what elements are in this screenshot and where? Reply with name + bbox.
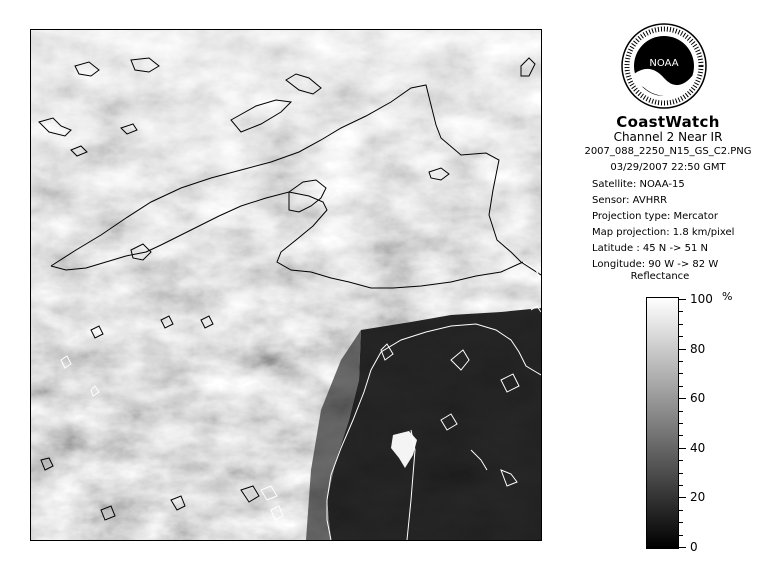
colorbar-minor-tick [679,435,683,436]
colorbar-tick [679,547,686,548]
colorbar-minor-tick [679,473,683,474]
colorbar-tick-label: 0 [690,540,698,554]
scale-unit: % [722,290,733,303]
satellite-image [30,29,542,541]
sensor-label: Sensor: AVHRR [592,195,668,206]
colorbar-tick-label: 80 [690,342,706,356]
colorbar-minor-tick [679,324,683,325]
colorbar-minor-tick [679,460,683,461]
datetime: 03/29/2007 22:50 GMT [610,162,726,173]
channel-label: Channel 2 Near IR [613,130,723,144]
projection-type-label: Projection type: Mercator [592,211,718,222]
colorbar-minor-tick [679,336,683,337]
satellite-label: Satellite: NOAA-15 [592,179,685,190]
colorbar-tick-label: 60 [690,391,706,405]
colorbar-tick [679,448,686,449]
colorbar-minor-tick [679,311,683,312]
colorbar-tick [679,299,686,300]
reflectance-colorbar [646,297,679,549]
longitude-label: Longitude: 90 W -> 82 W [592,259,719,270]
title: CoastWatch [616,113,720,131]
colorbar-minor-tick [679,510,683,511]
filename: 2007_088_2250_N15_GS_C2.PNG [584,146,752,157]
colorbar-minor-tick [679,535,683,536]
colorbar-tick-label: 20 [690,490,706,504]
colorbar-tick-label: 100 [690,292,713,306]
noaa-logo [620,22,708,110]
colorbar-minor-tick [679,423,683,424]
latitude-label: Latitude : 45 N -> 51 N [592,243,708,254]
colorbar-minor-tick [679,386,683,387]
colorbar-minor-tick [679,373,683,374]
map-projection-label: Map projection: 1.8 km/pixel [592,227,735,238]
colorbar-tick [679,497,686,498]
colorbar-minor-tick [679,485,683,486]
colorbar-minor-tick [679,411,683,412]
svg-text:NOAA: NOAA [649,58,679,69]
colorbar-tick [679,398,686,399]
colorbar-tick-label: 40 [690,441,706,455]
colorbar-tick [679,349,686,350]
colorbar-minor-tick [679,522,683,523]
scale-title: Reflectance [630,271,690,282]
colorbar-minor-tick [679,361,683,362]
reflectance-map [31,30,541,540]
